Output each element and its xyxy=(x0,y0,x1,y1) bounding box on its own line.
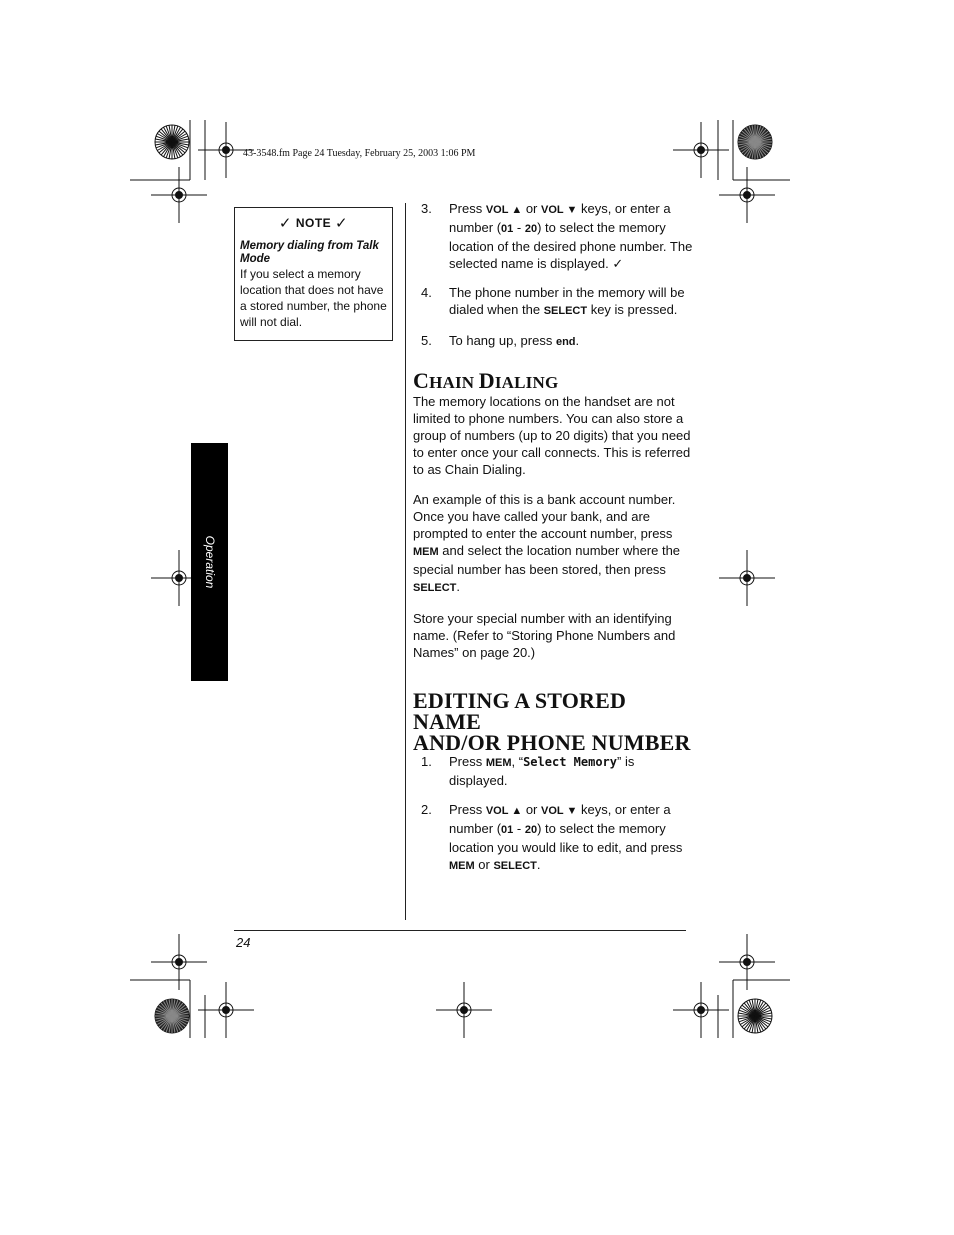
list-item xyxy=(421,284,693,320)
pencil-check-icon: ✓ xyxy=(335,215,349,232)
editing-heading-line-1: EDITING A STORED NAME xyxy=(413,688,627,734)
step-text: The phone number in the memory will be dialed when the SELECT key is pressed. xyxy=(449,285,685,317)
list-item xyxy=(421,200,693,272)
main-column xyxy=(413,200,693,875)
list-item xyxy=(421,332,693,351)
note-heading xyxy=(240,214,387,232)
editing-heading xyxy=(413,690,693,753)
step-text: Press MEM, “Select Memory” is displayed. xyxy=(449,754,635,788)
footer-rule xyxy=(234,930,686,931)
pencil-check-icon: ✓ xyxy=(278,215,292,232)
step-number: 4. xyxy=(421,285,432,300)
page-number: 24 xyxy=(236,935,251,950)
step-number: 2. xyxy=(421,802,432,817)
step-number: 5. xyxy=(421,333,432,348)
list-item xyxy=(421,753,693,789)
note-title: Memory dialing from Talk Mode xyxy=(240,240,379,265)
step-number: 3. xyxy=(421,201,432,216)
section-tab xyxy=(191,443,228,681)
note-box xyxy=(234,207,393,341)
chain-paragraph-1: The memory locations on the handset are not limited to phone numbers. You can also store a group of numbers (up to 20 digits) that you need to enter once your call connects. This is referred to as Chain Dialing. xyxy=(413,394,691,477)
file-header-line: 43-3548.fm Page 24 Tuesday, February 25, 2003 1:06 PM xyxy=(243,148,476,159)
registration-sunburst-icon xyxy=(738,125,772,159)
step-number: 1. xyxy=(421,754,432,769)
registration-sunburst-icon xyxy=(738,999,772,1033)
registration-sunburst-icon xyxy=(155,125,189,159)
chain-paragraph-2: An example of this is a bank account number. Once you have called your bank, and are prompted to enter the account number, press MEM and select the location number where the special number has been stored, then press SELECT. xyxy=(413,492,681,594)
column-divider xyxy=(405,203,406,920)
list-item xyxy=(421,801,693,875)
step-text: Press VOL ▲ or VOL ▼ keys, or enter a number (01 - 20) to select the memory location you would like to edit, and press MEM or SELECT. xyxy=(449,802,683,872)
section-tab-label: Operation xyxy=(202,535,217,589)
editing-heading-line-2: AND/OR PHONE NUMBER xyxy=(413,730,691,755)
step-text: Press VOL ▲ or VOL ▼ keys, or enter a number (01 - 20) to select the memory location of the desired phone number. The selected name is displayed. ✓ xyxy=(449,201,693,271)
step-text: To hang up, press end. xyxy=(449,333,580,348)
note-body: If you select a memory location that does not have a stored number, the phone will not dial. xyxy=(240,267,387,329)
note-label: NOTE xyxy=(295,216,332,230)
registration-sunburst-icon xyxy=(155,999,189,1033)
chain-paragraph-3: Store your special number with an identifying name. (Refer to “Storing Phone Numbers and Names” on page 20.) xyxy=(413,611,676,660)
chain-dialing-heading: CHAIN DIALING xyxy=(413,368,559,393)
